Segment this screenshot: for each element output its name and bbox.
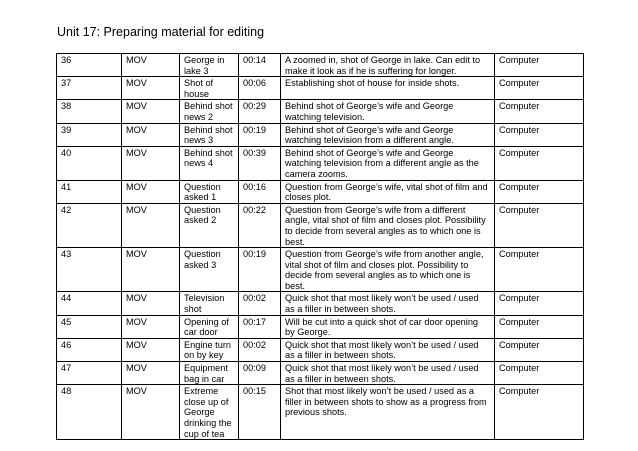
description-cell: Establishing shot of house for inside shots.: [281, 77, 495, 100]
file-format-cell: MOV: [122, 338, 180, 361]
description-cell: Behind shot of George’s wife and George watching television.: [281, 100, 495, 123]
clip-number-cell: 40: [57, 146, 122, 180]
file-format-cell: MOV: [122, 180, 180, 203]
file-format-cell: MOV: [122, 248, 180, 292]
description-cell: Shot that most likely won’t be used / used as a filler in between shots to show as a progress from previous shots.: [281, 385, 495, 440]
duration-cell: 00:09: [239, 362, 281, 385]
source-cell: Computer: [495, 77, 584, 100]
source-cell: Computer: [495, 123, 584, 146]
clip-name-cell: Behind shot news 4: [180, 146, 239, 180]
table-row: [57, 77, 584, 100]
source-cell: Computer: [495, 385, 584, 440]
clip-number-cell: 45: [57, 315, 122, 338]
file-format-cell: MOV: [122, 292, 180, 315]
clip-number-cell: 38: [57, 100, 122, 123]
source-cell: Computer: [495, 100, 584, 123]
page-title: Unit 17: Preparing material for editing: [57, 25, 265, 39]
source-cell: Computer: [495, 203, 584, 247]
file-format-cell: MOV: [122, 385, 180, 440]
description-cell: Behind shot of George’s wife and George watching television from a different angle.: [281, 123, 495, 146]
table-row: [57, 203, 584, 247]
description-cell: Question from George’s wife, vital shot of film and closes plot.: [281, 180, 495, 203]
table-row: [57, 123, 584, 146]
table-row: [57, 146, 584, 180]
description-cell: Behind shot of George’s wife and George watching television from a different angle as the camera zooms.: [281, 146, 495, 180]
clip-name-cell: Question asked 2: [180, 203, 239, 247]
file-format-cell: MOV: [122, 203, 180, 247]
source-cell: Computer: [495, 338, 584, 361]
table-row: [57, 248, 584, 292]
duration-cell: 00:15: [239, 385, 281, 440]
description-cell: Quick shot that most likely won’t be used / used as a filler in between shots.: [281, 362, 495, 385]
file-format-cell: MOV: [122, 315, 180, 338]
clip-name-cell: Behind shot news 3: [180, 123, 239, 146]
source-cell: Computer: [495, 292, 584, 315]
description-cell: Quick shot that most likely won’t be used / used as a filler in between shots.: [281, 292, 495, 315]
table-row: [57, 54, 584, 77]
clip-name-cell: Television shot: [180, 292, 239, 315]
table-row: [57, 362, 584, 385]
footage-log-table: [56, 53, 584, 440]
file-format-cell: MOV: [122, 54, 180, 77]
description-cell: Will be cut into a quick shot of car door opening by George.: [281, 315, 495, 338]
duration-cell: 00:02: [239, 292, 281, 315]
clip-number-cell: 46: [57, 338, 122, 361]
clip-number-cell: 39: [57, 123, 122, 146]
duration-cell: 00:14: [239, 54, 281, 77]
duration-cell: 00:17: [239, 315, 281, 338]
table-row: [57, 100, 584, 123]
footage-log-body: [57, 54, 584, 440]
file-format-cell: MOV: [122, 362, 180, 385]
clip-number-cell: 36: [57, 54, 122, 77]
duration-cell: 00:19: [239, 123, 281, 146]
table-row: [57, 292, 584, 315]
source-cell: Computer: [495, 248, 584, 292]
clip-name-cell: Behind shot news 2: [180, 100, 239, 123]
clip-number-cell: 48: [57, 385, 122, 440]
clip-number-cell: 47: [57, 362, 122, 385]
description-cell: A zoomed in, shot of George in lake. Can edit to make it look as if he is suffering for longer.: [281, 54, 495, 77]
duration-cell: 00:06: [239, 77, 281, 100]
clip-name-cell: Opening of car door: [180, 315, 239, 338]
file-format-cell: MOV: [122, 100, 180, 123]
description-cell: Question from George’s wife from a different angle, vital shot of film and closes plot. Possibility to decide from several angles as to which one is best.: [281, 203, 495, 247]
file-format-cell: MOV: [122, 123, 180, 146]
clip-name-cell: Question asked 3: [180, 248, 239, 292]
clip-name-cell: George in lake 3: [180, 54, 239, 77]
duration-cell: 00:02: [239, 338, 281, 361]
clip-name-cell: Shot of house: [180, 77, 239, 100]
duration-cell: 00:39: [239, 146, 281, 180]
duration-cell: 00:29: [239, 100, 281, 123]
table-row: [57, 180, 584, 203]
clip-name-cell: Extreme close up of George drinking the cup of tea: [180, 385, 239, 440]
clip-number-cell: 44: [57, 292, 122, 315]
clip-name-cell: Equipment bag in car: [180, 362, 239, 385]
clip-number-cell: 43: [57, 248, 122, 292]
source-cell: Computer: [495, 180, 584, 203]
file-format-cell: MOV: [122, 146, 180, 180]
source-cell: Computer: [495, 315, 584, 338]
file-format-cell: MOV: [122, 77, 180, 100]
clip-number-cell: 41: [57, 180, 122, 203]
table-row: [57, 338, 584, 361]
description-cell: Question from George’s wife from another angle, vital shot of film and closes plot. Possibility to decide from several angles as to which one is best.: [281, 248, 495, 292]
duration-cell: 00:16: [239, 180, 281, 203]
source-cell: Computer: [495, 146, 584, 180]
duration-cell: 00:22: [239, 203, 281, 247]
table-row: [57, 315, 584, 338]
clip-name-cell: Engine turn on by key: [180, 338, 239, 361]
source-cell: Computer: [495, 54, 584, 77]
source-cell: Computer: [495, 362, 584, 385]
description-cell: Quick shot that most likely won’t be used / used as a filler in between shots.: [281, 338, 495, 361]
table-row: [57, 385, 584, 440]
clip-number-cell: 42: [57, 203, 122, 247]
duration-cell: 00:19: [239, 248, 281, 292]
clip-name-cell: Question asked 1: [180, 180, 239, 203]
clip-number-cell: 37: [57, 77, 122, 100]
